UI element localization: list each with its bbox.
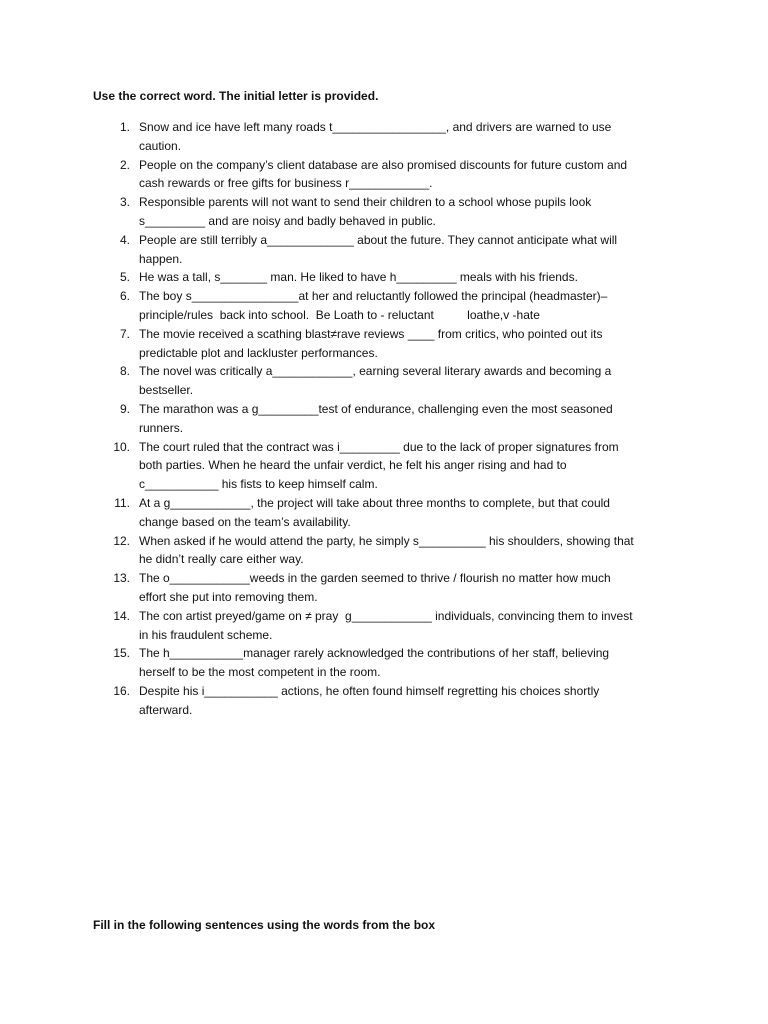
exercise-item xyxy=(0,362,679,400)
exercise-number: 2. xyxy=(119,157,130,172)
exercise-item xyxy=(0,644,679,682)
exercise-text-line: Snow and ice have left many roads t_________________, and drivers are warned to use xyxy=(139,120,612,134)
exercise-text-line: both parties. When he heard the unfair verdict, he felt his anger rising and had to xyxy=(139,458,567,473)
exercise-item xyxy=(0,193,679,231)
exercise-text-line: s_________ and are noisy and badly behaved in public. xyxy=(139,213,436,228)
exercise-number: 4. xyxy=(119,232,130,247)
exercise-number: 10. xyxy=(113,439,130,454)
exercise-text-line: Despite his i___________ actions, he often found himself regretting his choices shortly xyxy=(139,683,600,698)
exercise-text-line: effort she put into removing them. xyxy=(139,589,318,604)
exercise-item xyxy=(0,438,679,494)
exercise-item xyxy=(0,532,679,570)
exercise-item xyxy=(0,494,679,532)
exercise-item xyxy=(0,569,679,607)
exercise-number: 3. xyxy=(119,195,130,210)
exercise-item xyxy=(0,682,679,720)
exercise-text-line: At a g____________, the project will take about three months to complete, but that could xyxy=(139,495,610,510)
exercise-text-line: When asked if he would attend the party, he simply s__________ his shoulders, showing that xyxy=(139,533,634,548)
exercise-number: 8. xyxy=(119,364,130,379)
exercise-text-line: principle/rules back into school. Be Loath to - reluctant loathe,v -hate xyxy=(139,307,540,322)
exercise-text-line: bestseller. xyxy=(139,383,194,398)
exercise-item xyxy=(0,118,679,156)
exercise-number: 12. xyxy=(113,533,130,548)
exercise-text-line: caution. xyxy=(139,138,182,153)
exercise-text-line: runners. xyxy=(139,420,184,435)
exercise-number: 9. xyxy=(119,401,130,416)
exercise-item xyxy=(0,607,679,645)
exercise-text-line: herself to be the most competent in the room. xyxy=(139,665,381,680)
exercise-text-line: The boy s________________at her and reluctantly followed the principal (headmaster)– xyxy=(139,289,608,304)
exercise-item xyxy=(0,231,679,269)
exercise-text-line: He was a tall, s_______ man. He liked to have h_________ meals with his friends. xyxy=(139,270,578,285)
exercise-text-line: he didn’t really care either way. xyxy=(139,552,304,567)
exercise-text-line: The novel was critically a____________, earning several literary awards and becoming a xyxy=(139,364,612,379)
exercise-text-line: People on the company’s client database are also promised discounts for future custom and xyxy=(139,157,628,172)
section-heading-correct-word: Use the correct word. The initial letter is provided. xyxy=(93,89,379,103)
exercise-text-line: afterward. xyxy=(139,702,193,717)
exercise-text-line: The court ruled that the contract was i_________ due to the lack of proper signatures from xyxy=(139,439,619,454)
exercise-number: 15. xyxy=(113,646,130,661)
exercise-text-line: The h___________manager rarely acknowledged the contributions of her staff, believing xyxy=(139,646,610,661)
exercise-text-line: The con artist preyed/game on ≠ pray g____________ individuals, convincing them to invest xyxy=(139,608,633,623)
exercise-number: 14. xyxy=(113,608,130,623)
exercise-text-line: The marathon was a g_________test of endurance, challenging even the most seasoned xyxy=(139,401,613,416)
exercise-item xyxy=(0,287,679,325)
exercise-text-line: happen. xyxy=(139,251,183,266)
exercise-number: 5. xyxy=(119,270,130,285)
exercise-text-line: People are still terribly a_____________ about the future. They cannot anticipate what will xyxy=(139,232,618,247)
exercise-text-line: change based on the team’s availability. xyxy=(139,514,351,529)
exercise-text-line: The movie received a scathing blast≠rave reviews ____ from critics, who pointed out its xyxy=(139,326,603,341)
exercise-text-line: c___________ his fists to keep himself calm. xyxy=(139,477,378,492)
exercise-text-line: The o____________weeds in the garden seemed to thrive / flourish no matter how much xyxy=(139,571,611,586)
exercise-text-line: Responsible parents will not want to send their children to a school whose pupils look xyxy=(139,195,592,210)
exercise-item xyxy=(0,268,679,287)
exercise-number: 13. xyxy=(113,571,130,586)
exercise-number: 7. xyxy=(119,326,130,341)
exercise-text-line: cash rewards or free gifts for business r____________. xyxy=(139,176,433,191)
exercise-item xyxy=(0,156,679,194)
exercise-item xyxy=(0,400,679,438)
section-heading-fill-in: Fill in the following sentences using the words from the box xyxy=(93,918,436,932)
exercise-item xyxy=(0,325,679,363)
exercise-number: 11. xyxy=(114,495,130,510)
exercise-list xyxy=(0,118,768,720)
exercise-text-line: predictable plot and lackluster performances. xyxy=(139,345,378,360)
exercise-text-line: in his fraudulent scheme. xyxy=(139,627,273,642)
exercise-number: 6. xyxy=(119,289,130,304)
exercise-number: 16. xyxy=(113,683,130,698)
exercise-number: 1. xyxy=(119,120,130,134)
